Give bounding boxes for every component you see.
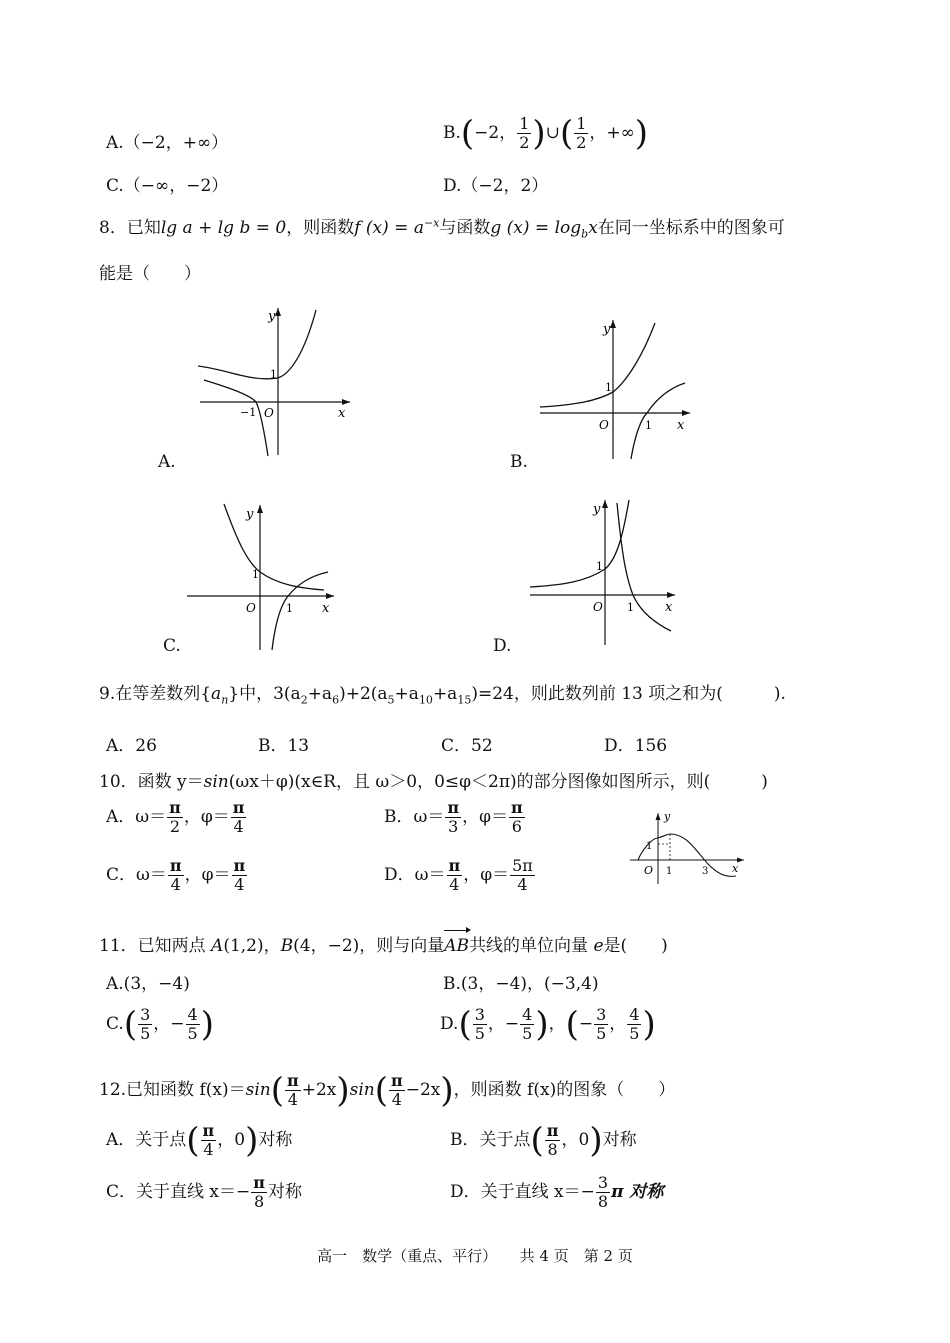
q10-sine-graph xyxy=(628,808,748,886)
q12-stem: 12.已知函数 f(x)＝sin( $\frac{\pi}{4}$ +2x)sin( $\frac{\pi}{4}$ −2x)，则函数 f(x)的图象（ ） xyxy=(99,1070,676,1111)
q10-option-b: B．ω＝ $\frac{\pi}{3}$ ，φ＝ $\frac{\pi}{6}$ xyxy=(384,798,523,836)
svg-text:1: 1 xyxy=(252,568,259,581)
q8-graph-d-label: D. xyxy=(493,636,512,656)
svg-text:y: y xyxy=(246,507,254,522)
svg-text:y: y xyxy=(603,322,611,337)
svg-text:x: x xyxy=(665,600,673,615)
q12-option-a: A．关于点( $\frac{\pi}{4}$ ，0)对称 xyxy=(106,1120,293,1161)
q12-option-c: C．关于直线 x＝− $\frac{\pi}{8}$ 对称 xyxy=(106,1173,302,1211)
q12-option-b: B．关于点( $\frac{\pi}{8}$ ，0)对称 xyxy=(450,1120,637,1161)
q11-option-a: A.(3，−4) xyxy=(106,974,190,994)
q9-option-a: A．26 xyxy=(106,736,157,756)
svg-text:x: x xyxy=(677,418,685,433)
q7-option-b: B.(−2， $\frac{1}{2}$ )∪( $\frac{1}{2}$ ，+∞) xyxy=(443,113,649,154)
q8-graph-a-label: A. xyxy=(158,452,176,472)
svg-text:1: 1 xyxy=(596,560,603,573)
svg-text:O: O xyxy=(599,418,609,432)
svg-text:y: y xyxy=(268,309,276,324)
svg-text:1: 1 xyxy=(286,602,293,615)
svg-text:O: O xyxy=(644,864,654,877)
svg-text:y: y xyxy=(593,502,601,517)
q7-option-d: D.（−2，2） xyxy=(443,176,549,196)
q8-graph-b-label: B. xyxy=(510,452,528,472)
q9-option-b: B．13 xyxy=(258,736,310,756)
svg-text:O: O xyxy=(593,600,603,614)
svg-text:O: O xyxy=(246,601,256,615)
q11-option-b: B.(3，−4)，(−3,4) xyxy=(443,974,599,994)
q8-graph-c xyxy=(182,500,342,652)
vector-ab: AB xyxy=(444,936,470,956)
svg-text:3: 3 xyxy=(702,866,709,877)
svg-text:1: 1 xyxy=(627,601,634,614)
svg-text:x: x xyxy=(732,862,739,875)
svg-text:1: 1 xyxy=(605,381,612,394)
svg-text:x: x xyxy=(338,406,346,421)
svg-text:1: 1 xyxy=(646,841,653,852)
svg-text:y: y xyxy=(664,810,671,823)
q8-stem: 8．已知lg a + lg b = 0，则函数f $(x) = a^{-x}$与函数g $(x) = \log_bx$在同一坐标系中的图象可 xyxy=(99,216,785,241)
svg-text:x: x xyxy=(322,601,330,616)
svg-text:O: O xyxy=(264,406,274,420)
q9-option-d: D．156 xyxy=(604,736,668,756)
svg-text:1: 1 xyxy=(270,368,277,381)
svg-text:1: 1 xyxy=(645,419,652,432)
q8-graph-a xyxy=(190,300,360,460)
q12-option-d: D．关于直线 x＝− $\frac{3}{8}$ π 对称 xyxy=(450,1173,664,1211)
q7-option-c: C.（−∞，−2） xyxy=(106,176,229,196)
q10-stem: 10．函数 y＝sin(ωx＋φ)(x∈R，且 ω＞0，0≤φ＜2π)的部分图像如图所示，则( ) xyxy=(99,772,768,792)
q7-option-a: A.（−2，+∞） xyxy=(106,133,229,153)
q11-option-c: C.( $\frac{3}{5}$ ，− $\frac{4}{5}$ ) xyxy=(106,1004,214,1045)
q10-option-d: D．ω＝ $\frac{\pi}{4}$ ，φ＝ $\frac{5\pi}{4}$ xyxy=(384,856,533,894)
q8-graph-c-label: C. xyxy=(163,636,181,656)
q11-option-d: D.( $\frac{3}{5}$ ，− $\frac{4}{5}$ )，(− $\frac{3}{5}$ ， $\frac{4}{5}$ ) xyxy=(440,1004,656,1045)
page-footer: 高一 数学（重点、平行） 共 4 页 第 2 页 xyxy=(317,1247,633,1265)
q9-stem: 9.在等差数列$\{a_n\}$中，$3(a_2+a_6)+2(a_5+a_{10}+a_{15})=24$，则此数列前 13 项之和为( ). xyxy=(99,684,786,707)
q11-stem: 11．已知两点 A(1,2)，B(4，−2)，则与向量AB共线的单位向量 e是( ) xyxy=(99,936,668,956)
q8-stem-line2: 能是（ ） xyxy=(99,264,201,284)
q10-option-a: A．ω＝ $\frac{\pi}{2}$ ，φ＝ $\frac{\pi}{4}$ xyxy=(106,798,245,836)
q8-graph-d xyxy=(525,495,685,650)
q9-option-c: C．52 xyxy=(441,736,493,756)
svg-text:1: 1 xyxy=(666,866,673,877)
q10-option-c: C．ω＝ $\frac{\pi}{4}$ ，φ＝ $\frac{\pi}{4}$ xyxy=(106,856,246,894)
q8-graph-b xyxy=(535,315,700,460)
svg-text:−1: −1 xyxy=(240,406,257,419)
